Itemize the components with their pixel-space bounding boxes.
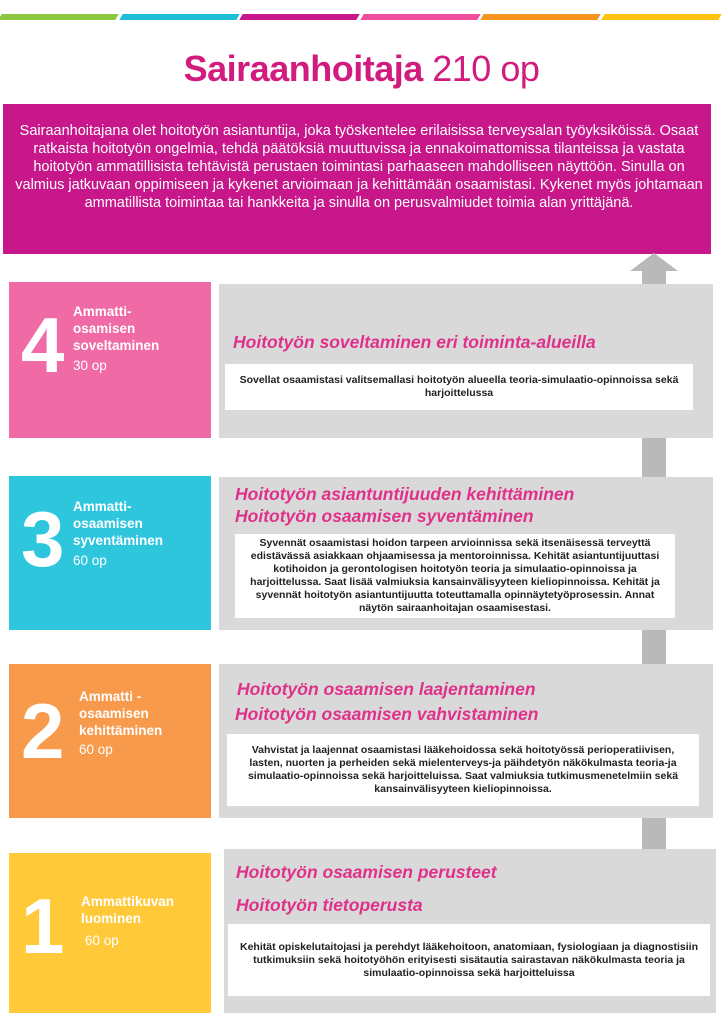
intro-box: Sairaanhoitajana olet hoitotyön asiantuntija, joka työskentelee erilaisissa terveysalan työyksiköissä. Osaat ratkaista hoitotyön ongelmia, tehdä päätöksiä muuttuvissa ja ennakoimattomissa tilanteissa ja vastata hoitotyön ammatillisista tehtävistä perustaen toimintasi parhaaseen mahdolliseen näyttöön. Sinulla on valmius jatkuvaan oppimiseen ja kykenet arvioimaan ja kehittämään osaamistasi. Kykenet myös johtamaan ammatillista toimintaa tai hankkeita ja sinulla on perusvalmiudet toimia alan yrittäjänä. [3, 104, 711, 254]
step-3-badge [9, 476, 211, 630]
step-credits: 60 op [85, 933, 119, 948]
step-4-panel [219, 284, 713, 438]
step-heading: Hoitotyön soveltaminen eri toiminta-alueilla [233, 332, 596, 352]
top-bar-segment [360, 14, 480, 20]
title-credits: 210 op [432, 48, 540, 89]
top-bar-segment [119, 14, 239, 20]
step-credits: 60 op [73, 553, 107, 568]
top-bar-segment [480, 14, 600, 20]
step-heading: Hoitotyön osaamisen syventäminen [235, 506, 534, 526]
step-heading: Hoitotyön tietoperusta [236, 895, 423, 915]
step-number: 2 [21, 687, 65, 775]
step-credits: 30 op [73, 358, 107, 373]
step-name: Ammatti- osaamisen syventäminen [73, 499, 164, 548]
step-heading: Hoitotyön osaamisen perusteet [236, 862, 497, 882]
step-4-badge [9, 282, 211, 438]
step-name: Ammatti- osamisen soveltaminen [73, 304, 160, 353]
arrow-up-icon [630, 253, 678, 271]
step-3-panel [219, 477, 713, 630]
step-heading: Hoitotyön asiantuntijuuden kehittäminen [235, 484, 575, 504]
connector-bar [642, 630, 666, 664]
step-description: Kehität opiskelutaitojasi ja perehdyt lääkehoitoon, anatomiaan, fysiologiaan ja diagnostisiin tutkimuksiin sekä hoitotyöhön erityisesti sisätautia sairastavan näkökulmasta teoria ja simulaatio-opinnoissa sekä harjoitteluissa [228, 924, 710, 996]
step-2-panel [219, 664, 713, 818]
step-number: 1 [21, 882, 65, 970]
connector-bar [642, 818, 666, 852]
top-bar-segment [601, 14, 721, 20]
top-bar-segment [239, 14, 359, 20]
step-description: Syvennät osaamistasi hoidon tarpeen arvioinnissa sekä itsenäisessä terveyttä edistävässä asiakkaan ohjaamisessa ja mentoroinnissa. Kehität asiantuntijuuttasi kotihoidon ja gerontologisen hoitotyön teoria ja simulaatio-opinnoissa ja harjoittelussa. Saat lisää valmiuksia kansainvälisyyteen kieliopinnoissa. Kehität ja syvennät hoitotyön asiantuntijuutta toteuttamalla opinnäytetyöprosessin. Annat näytön sairaanhoitajan osaamisestasi. [235, 534, 675, 618]
step-credits: 60 op [79, 742, 113, 757]
top-color-bar [0, 14, 723, 20]
step-number: 3 [21, 495, 65, 583]
step-heading: Hoitotyön osaamisen vahvistaminen [235, 704, 539, 724]
step-1-panel [224, 849, 716, 1013]
connector-bar [642, 437, 666, 477]
step-1-badge [9, 853, 211, 1013]
step-2-badge [9, 664, 211, 818]
step-description: Sovellat osaamistasi valitsemallasi hoitotyön alueella teoria-simulaatio-opinnoissa sekä harjoittelussa [225, 364, 693, 410]
step-name: Ammatti - osaamisen kehittäminen [79, 689, 163, 738]
step-heading: Hoitotyön osaamisen laajentaminen [237, 679, 536, 699]
page-title [0, 48, 723, 90]
title-bold: Sairaanhoitaja [183, 48, 423, 89]
step-name: Ammattikuvan luominen [81, 894, 175, 926]
top-bar-segment [0, 14, 118, 20]
step-description: Vahvistat ja laajennat osaamistasi lääkehoidossa sekä hoitotyössä perioperatiivisen, lasten, nuorten ja perheiden sekä mielenterveys-ja päihdetyön näkökulmasta teoria-ja simulaatio-opinnoissa sekä harjoitteluissa. Saat valmiuksia tutkimusmenetelmiin sekä kansainvälisyyteen kieliopinnoissa. [227, 734, 699, 806]
connector-bar [642, 270, 666, 284]
step-number: 4 [21, 301, 65, 389]
